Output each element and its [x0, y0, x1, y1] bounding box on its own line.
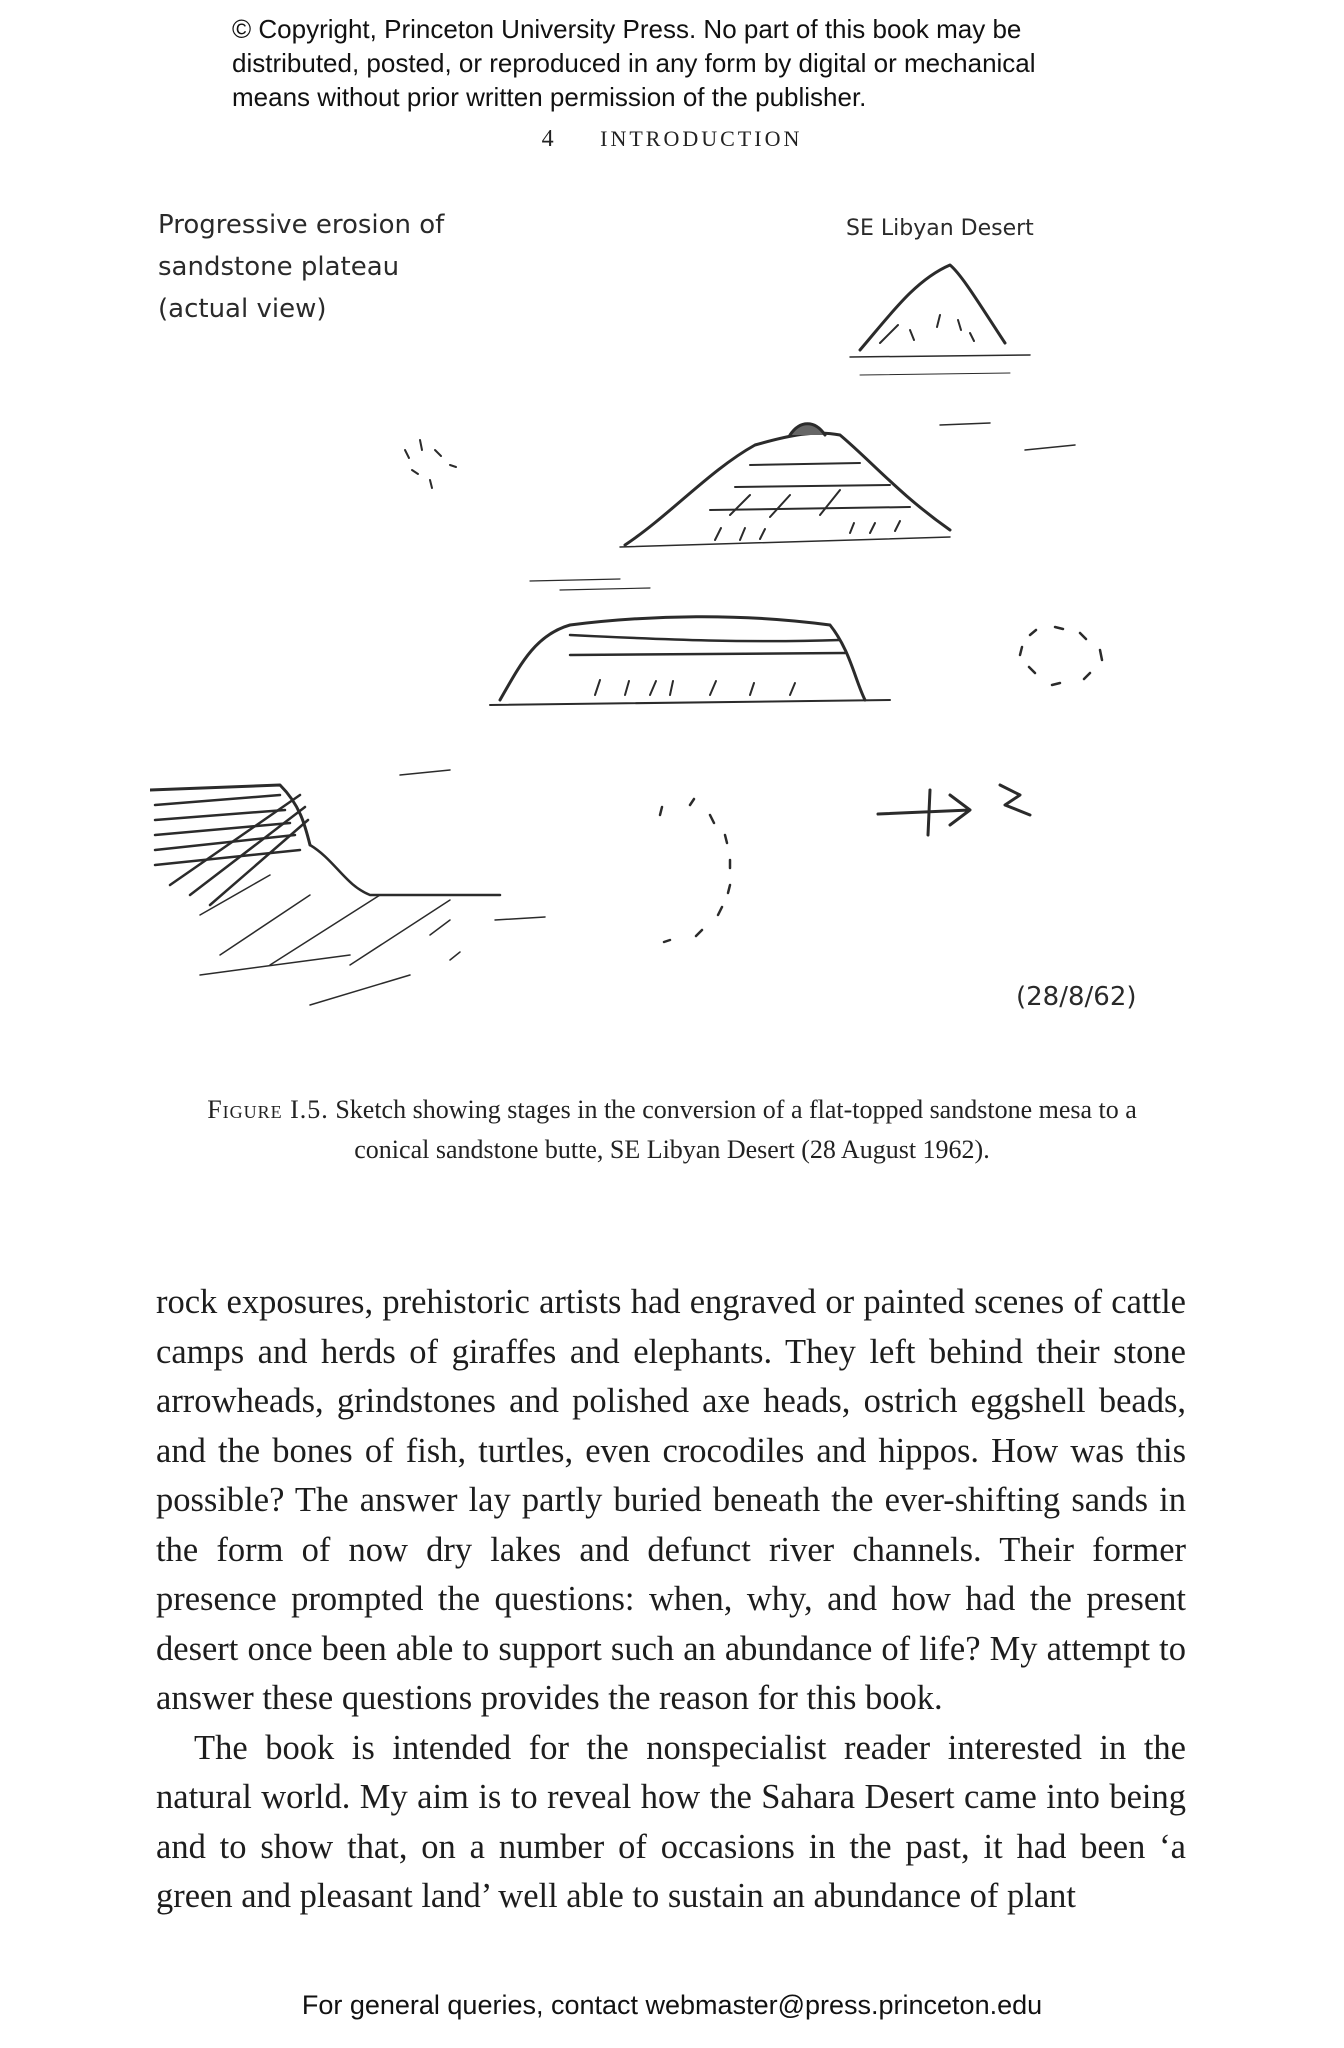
- paragraph: rock exposures, prehistoric artists had engraved or painted scenes of cattle camps and herds of giraffes and elephants. They left behind their stone arrowheads, grindstones and polished axe heads, ostrich eggshell beads, and the bones of fish, turtles, even crocodiles and hippos. How was this possible? The answer lay partly buried beneath the ever-shifting sands in the form of now dry lakes and defunct river channels. Their former presence prompted the questions: when, why, and how had the present desert once been able to support such an abundance of life? My attempt to answer these questions provides the reason for this book.: [156, 1283, 1186, 1717]
- running-head: [0, 126, 1344, 153]
- erosion-sketch-figure: [150, 195, 1190, 1035]
- figure-caption: [180, 1090, 1164, 1170]
- sandstone-plateau-sketch: [150, 770, 500, 1005]
- erosion-sketch: [150, 195, 1190, 1035]
- running-title: INTRODUCTION: [600, 126, 803, 151]
- copyright-line: © Copyright, Princeton University Press. No part of this book may be: [232, 14, 1022, 44]
- eroded-mesa-sketch: [405, 424, 950, 590]
- figure-caption-text: Sketch showing stages in the conversion of a flat-topped sandstone mesa to a conical sandstone butte, SE Libyan Desert (28 August 1962).: [335, 1095, 1137, 1164]
- sketch-date-label: (28/8/62): [1016, 982, 1137, 1012]
- figure-label: Figure I.5.: [207, 1095, 329, 1124]
- wind-direction-arrow-mark: [878, 785, 1030, 835]
- copyright-notice: [232, 12, 1192, 114]
- copyright-line: means without prior written permission of the publisher.: [232, 82, 867, 112]
- sketch-location-label: SE Libyan Desert: [846, 216, 1034, 241]
- sketch-annotation-line: Progressive erosion of: [158, 210, 445, 240]
- body-text: [156, 1278, 1186, 1922]
- flat-mesa-sketch: [490, 617, 1102, 705]
- scattered-strokes: [450, 799, 730, 960]
- page-number: 4: [541, 126, 554, 152]
- paragraph: The book is intended for the nonspecialist reader interested in the natural world. My aim is to reveal how the Sahara Desert came into being and to show that, on a number of occasions in the past, it had been ‘a green and pleasant land’ well able to sustain an abundance of plant: [156, 1728, 1186, 1915]
- copyright-line: distributed, posted, or reproduced in any form by digital or mechanical: [232, 48, 1036, 78]
- conical-butte-sketch: [850, 265, 1075, 450]
- footer-contact: For general queries, contact webmaster@press.princeton.edu: [301, 1990, 1043, 2020]
- sketch-annotation-line: (actual view): [158, 294, 327, 324]
- sketch-annotation-line: sandstone plateau: [158, 252, 400, 282]
